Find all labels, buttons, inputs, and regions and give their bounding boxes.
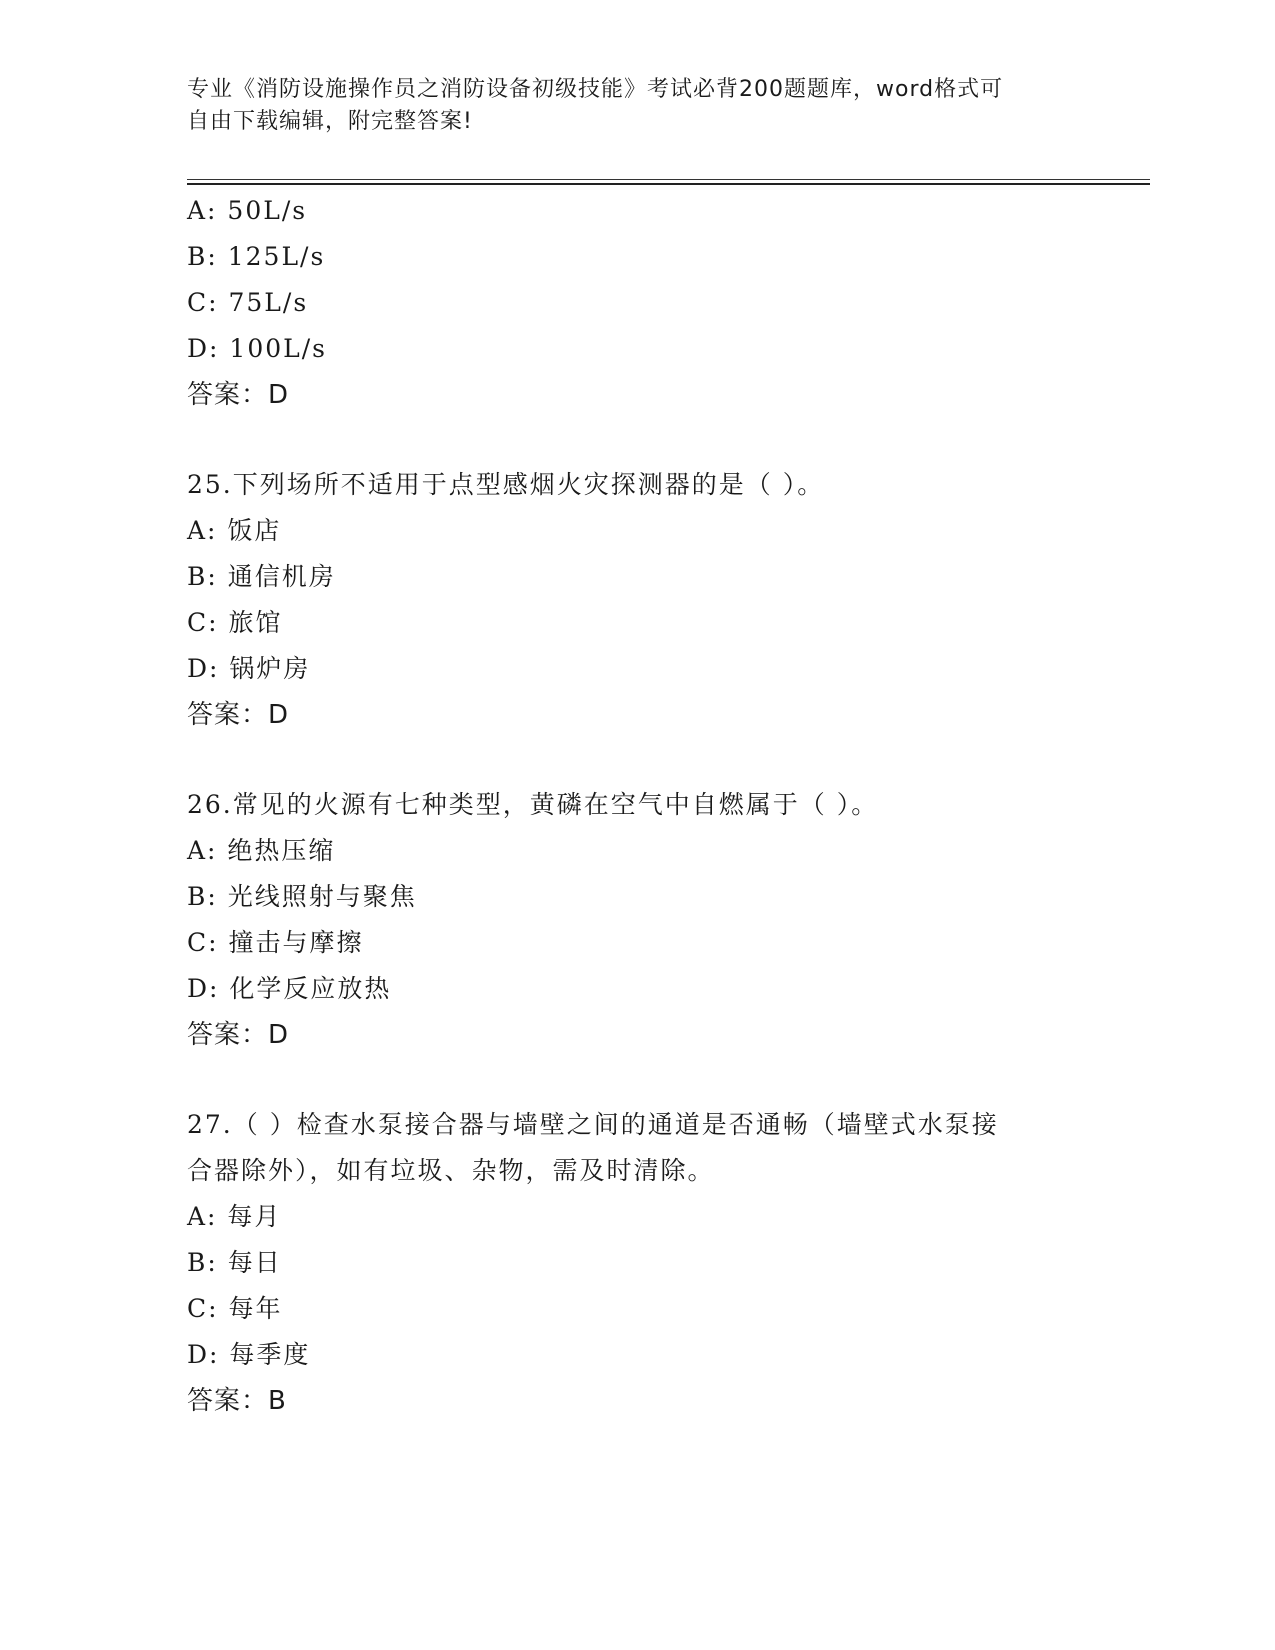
header-divider-thin [187, 179, 1150, 180]
header-divider-thick [187, 183, 1150, 185]
question-list [187, 188, 1087, 1424]
question-25 [187, 462, 1087, 738]
option-a: A: 绝热压缩 [187, 836, 336, 865]
answer: 答案：D [187, 700, 290, 730]
question-stem: 26.常见的火源有七种类型，黄磷在空气中自燃属于（ ）。 [187, 790, 879, 819]
header-line-2: 自由下载编辑，附完整答案! [187, 109, 473, 134]
question-24 [187, 188, 1087, 418]
question-stem: 25.下列场所不适用于点型感烟火灾探测器的是（ ）。 [187, 470, 825, 499]
document-header [187, 74, 1067, 138]
option-a: A: 饭店 [187, 516, 282, 545]
question-26 [187, 782, 1087, 1058]
option-d: D: 每季度 [187, 1340, 311, 1369]
option-b: B: 125L/s [187, 242, 326, 271]
answer: 答案：D [187, 1020, 290, 1050]
option-b: B: 每日 [187, 1248, 282, 1277]
option-d: D: 化学反应放热 [187, 974, 392, 1003]
header-line-1: 专业《消防设施操作员之消防设备初级技能》考试必背200题题库，word格式可 [187, 77, 1004, 102]
option-d: D: 锅炉房 [187, 654, 311, 683]
question-stem-line-1: 27.（ ）检查水泵接合器与墙壁之间的通道是否通畅（墙壁式水泵接 [187, 1110, 999, 1139]
answer: 答案：D [187, 380, 290, 410]
option-c: C: 撞击与摩擦 [187, 928, 364, 957]
option-c: C: 旅馆 [187, 608, 283, 637]
question-27 [187, 1102, 1087, 1424]
option-b: B: 光线照射与聚焦 [187, 882, 417, 911]
option-a: A: 每月 [187, 1202, 282, 1231]
option-d: D: 100L/s [187, 334, 327, 363]
option-b: B: 通信机房 [187, 562, 336, 591]
option-c: C: 每年 [187, 1294, 283, 1323]
option-c: C: 75L/s [187, 288, 309, 317]
option-a: A: 50L/s [187, 196, 308, 225]
answer: 答案：B [187, 1386, 287, 1416]
question-stem-line-2: 合器除外），如有垃圾、杂物，需及时清除。 [187, 1156, 715, 1185]
